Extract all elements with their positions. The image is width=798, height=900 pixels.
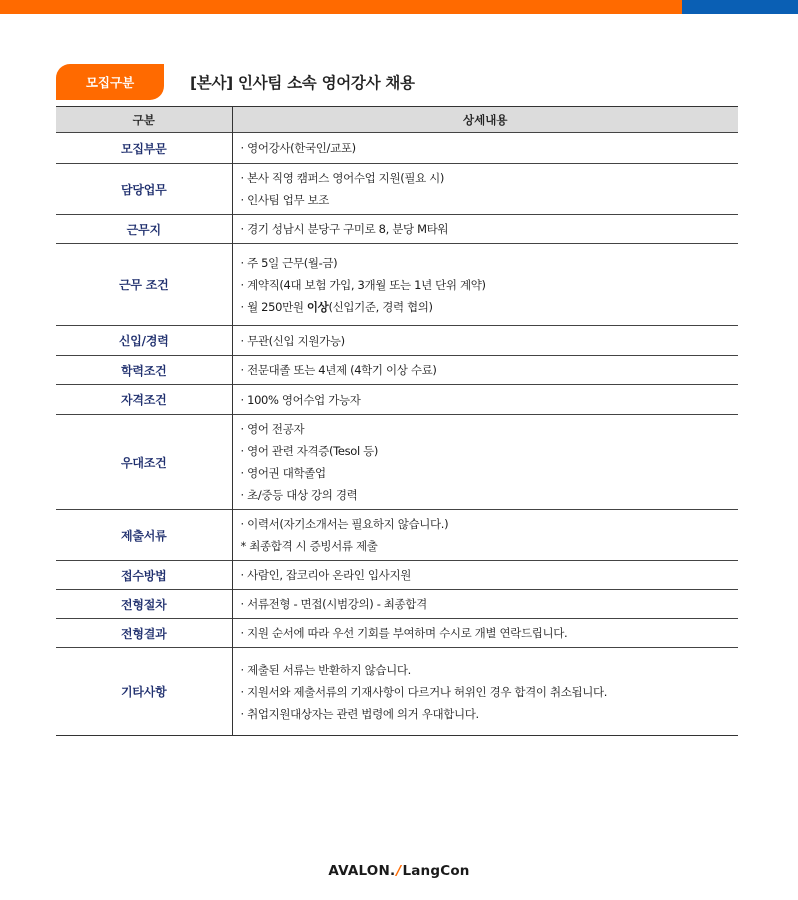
company-logo — [0, 863, 798, 879]
detail-line: · 지원 순서에 따라 우선 기회를 부여하며 수시로 개별 연락드립니다. — [240, 626, 568, 640]
table-header-row — [56, 107, 738, 133]
row-value — [232, 385, 738, 415]
detail-line: · 취업지원대상자는 관련 법령에 의거 우대합니다. — [240, 706, 479, 721]
detail-line: · 사람인, 잡코리아 온라인 입사지원 — [240, 568, 411, 582]
table-row — [56, 215, 738, 244]
row-key: 신입/경력 — [56, 326, 232, 356]
detail-line: · 영어강사(한국인/교포) — [240, 141, 356, 155]
detail-line: · 100% 영어수업 가능자 — [240, 392, 361, 407]
row-key: 자격조건 — [56, 385, 232, 415]
section-badge: 모집구분 — [56, 64, 164, 100]
row-value — [232, 164, 738, 215]
detail-line: · 무관(신입 지원가능) — [240, 333, 345, 348]
detail-line: · 본사 직영 캠퍼스 영어수업 지원(필요 시) — [240, 171, 445, 185]
row-value — [232, 356, 738, 385]
table-row — [56, 510, 738, 561]
table-row — [56, 385, 738, 415]
post-title: [본사] 인사팀 소속 영어강사 채용 — [190, 74, 415, 92]
row-value — [232, 510, 738, 561]
header-category: 구분 — [56, 107, 232, 133]
salary-emphasis: 이상 — [306, 299, 329, 314]
detail-note: * 최종합격 시 증빙서류 제출 — [240, 539, 378, 553]
detail-line: · 제출된 서류는 반환하지 않습니다. — [240, 662, 411, 677]
header-details: 상세내용 — [232, 107, 738, 133]
row-key: 담당업무 — [56, 164, 232, 215]
salary-line — [241, 296, 739, 318]
row-value — [232, 415, 738, 510]
row-key: 전형절차 — [56, 590, 232, 619]
table-row — [56, 133, 738, 164]
detail-line: · 초/중등 대상 강의 경력 — [240, 488, 358, 502]
row-value — [232, 133, 738, 164]
detail-line: · 서류전형 - 면접(시범강의) - 최종합격 — [240, 597, 427, 611]
top-bar-orange — [0, 0, 682, 14]
detail-line: · 경기 성남시 분당구 구미로 8, 분당 M타워 — [240, 222, 449, 236]
table-row — [56, 415, 738, 510]
detail-line: · 영어 관련 자격증(Tesol 등) — [240, 444, 378, 458]
detail-line: · 전문대졸 또는 4년제 (4학기 이상 수료) — [240, 363, 437, 377]
top-bar-blue — [682, 0, 798, 14]
row-key: 전형결과 — [56, 619, 232, 648]
salary-prefix: · 월 250만원 — [240, 299, 307, 314]
table-row — [56, 561, 738, 590]
detail-line: · 인사팀 업무 보조 — [240, 193, 330, 207]
table-row — [56, 619, 738, 648]
table-row — [56, 590, 738, 619]
recruitment-table — [56, 106, 738, 736]
detail-line: · 지원서와 제출서류의 기재사항이 다르거나 허위인 경우 합격이 취소됩니다. — [240, 684, 608, 699]
row-value — [232, 590, 738, 619]
detail-line: · 영어권 대학졸업 — [240, 466, 326, 480]
logo-text-left: AVALON. — [328, 863, 396, 879]
logo-text-right: LangCon — [402, 863, 470, 879]
row-value — [232, 619, 738, 648]
detail-line: · 계약직(4대 보험 가입, 3개월 또는 1년 단위 계약) — [240, 277, 486, 292]
row-key: 접수방법 — [56, 561, 232, 590]
row-value — [232, 215, 738, 244]
row-value — [232, 561, 738, 590]
row-key: 우대조건 — [56, 415, 232, 510]
table-row — [56, 648, 738, 736]
row-key: 학력조건 — [56, 356, 232, 385]
post-header — [56, 64, 738, 100]
detail-line: · 이력서(자기소개서는 필요하지 않습니다.) — [240, 517, 449, 531]
detail-line: · 영어 전공자 — [240, 422, 305, 436]
row-value — [232, 326, 738, 356]
table-row — [56, 244, 738, 326]
row-key: 제출서류 — [56, 510, 232, 561]
row-value — [232, 648, 738, 736]
row-key: 근무지 — [56, 215, 232, 244]
row-key: 기타사항 — [56, 648, 232, 736]
top-color-bar — [0, 0, 798, 14]
table-row — [56, 164, 738, 215]
table-row — [56, 356, 738, 385]
row-key: 모집부문 — [56, 133, 232, 164]
row-value — [232, 244, 738, 326]
logo-slash: / — [396, 863, 402, 879]
salary-suffix: (신입기준, 경력 협의) — [328, 299, 433, 314]
detail-line: · 주 5일 근무(월-금) — [240, 255, 338, 270]
row-key: 근무 조건 — [56, 244, 232, 326]
table-row — [56, 326, 738, 356]
